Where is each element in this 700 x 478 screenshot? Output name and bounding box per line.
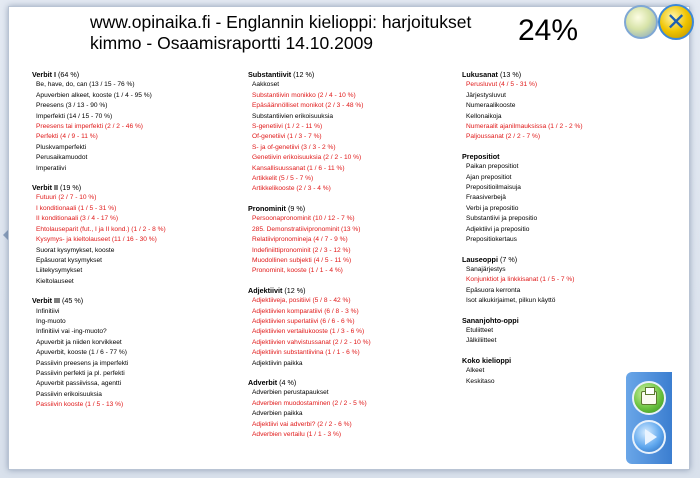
report-item[interactable]: S-genetiivi (1 / 2 - 11 %) bbox=[252, 123, 323, 131]
section-percent: (19 %) bbox=[59, 183, 82, 193]
report-item[interactable]: Liitekysymykset bbox=[36, 267, 83, 275]
report-section bbox=[248, 204, 458, 277]
next-button[interactable] bbox=[632, 420, 666, 454]
report-item[interactable]: 285. Demonstratiivipronominit (13 %) bbox=[252, 225, 361, 233]
report-section bbox=[462, 356, 642, 387]
report-item[interactable]: Apuverbit ja niiden korvikkeet bbox=[36, 338, 122, 346]
section-title-text: Sananjohto-oppi bbox=[462, 315, 519, 325]
section-title bbox=[462, 152, 642, 162]
section-title-text: Adverbit bbox=[248, 377, 278, 387]
report-item[interactable]: Apuverbit passiivissa, agentti bbox=[36, 380, 122, 388]
column-1 bbox=[32, 70, 242, 420]
section-title-text: Verbit II bbox=[32, 183, 58, 193]
report-item[interactable]: Jälkiliitteet bbox=[466, 337, 497, 345]
report-item[interactable]: Paikan prepositiot bbox=[466, 163, 519, 171]
report-item[interactable]: Adjektiivi ja prepositio bbox=[466, 225, 530, 233]
report-item[interactable]: Etuliitteet bbox=[466, 326, 494, 334]
report-item[interactable]: Passiivin preesens ja imperfekti bbox=[36, 359, 129, 367]
report-section bbox=[248, 378, 458, 440]
report-item[interactable]: Substantiivi ja prepositio bbox=[466, 215, 538, 223]
report-item[interactable]: S- ja of-genetiivi (3 / 3 - 2 %) bbox=[252, 143, 336, 151]
report-item[interactable]: Kysymys- ja kieltolauseet (11 / 16 - 30 %) bbox=[36, 236, 157, 244]
report-item[interactable]: Perfekti (4 / 9 - 11 %) bbox=[36, 133, 98, 141]
report-item[interactable]: Epäsuora kerronta bbox=[466, 286, 521, 294]
section-title-text: Koko kielioppi bbox=[462, 355, 512, 365]
report-subtitle: kimmo - Osaamisraportti 14.10.2009 bbox=[90, 33, 374, 53]
skills-report bbox=[32, 70, 632, 460]
report-item[interactable]: Epäsuorat kysymykset bbox=[36, 256, 102, 264]
report-section bbox=[462, 70, 642, 143]
tray-icon[interactable] bbox=[624, 5, 658, 39]
report-item[interactable]: Numeraalikooste bbox=[466, 102, 516, 110]
report-item[interactable]: Relatiivipronomineja (4 / 7 - 9 %) bbox=[252, 236, 348, 244]
report-item[interactable]: Adjektiivien vahvistussanat (2 / 2 - 10 %) bbox=[252, 338, 371, 346]
section-percent: (13 %) bbox=[499, 70, 522, 79]
report-item[interactable]: Infinitiivi vai -ing-muoto? bbox=[36, 328, 107, 336]
report-item[interactable]: Imperatiivi bbox=[36, 164, 67, 172]
report-item[interactable]: Adverbien muodostaminen (2 / 2 - 5 %) bbox=[252, 399, 367, 407]
report-item[interactable]: Fraasiverbejä bbox=[466, 194, 506, 202]
site-title: www.opinaika.fi - Englannin kielioppi: harjoitukset bbox=[90, 12, 472, 32]
report-item[interactable]: Be, have, do, can (13 / 15 - 76 %) bbox=[36, 81, 135, 89]
report-item[interactable]: Imperfekti (14 / 15 - 70 %) bbox=[36, 112, 113, 120]
report-item[interactable]: Artikkelit (5 / 5 - 7 %) bbox=[252, 175, 314, 183]
section-title bbox=[248, 378, 458, 388]
report-section bbox=[32, 183, 242, 287]
report-item[interactable]: I konditionaali (1 / 5 - 31 %) bbox=[36, 204, 117, 212]
report-item[interactable]: Adverbien paikka bbox=[252, 410, 303, 418]
report-item[interactable]: Preesens tai imperfekti (2 / 2 - 46 %) bbox=[36, 123, 144, 131]
section-title bbox=[462, 356, 642, 366]
report-item[interactable]: Suorat kysymykset, kooste bbox=[36, 246, 115, 254]
report-section bbox=[248, 70, 458, 195]
report-item[interactable]: Numeraalit ajanilmauksissa (1 / 2 - 2 %) bbox=[466, 123, 583, 131]
report-item[interactable]: Pronominit, kooste (1 / 1 - 4 %) bbox=[252, 267, 343, 275]
report-item[interactable]: Epäsäännölliset monikot (2 / 3 - 48 %) bbox=[252, 102, 364, 110]
report-item[interactable]: Kansallisuussanat (1 / 6 - 11 %) bbox=[252, 164, 345, 172]
close-icon[interactable] bbox=[658, 4, 694, 40]
report-item[interactable]: Muodollinen subjekti (4 / 5 - 11 %) bbox=[252, 256, 352, 264]
section-title-text: Substantiivit bbox=[248, 70, 292, 79]
report-item[interactable]: Adjektiivien vertailukooste (1 / 3 - 6 %) bbox=[252, 328, 365, 336]
section-title-text: Prepositiot bbox=[462, 151, 500, 161]
print-icon bbox=[641, 391, 657, 405]
section-percent: (12 %) bbox=[284, 285, 306, 295]
report-item[interactable]: Passiivin erikoisuuksia bbox=[36, 390, 102, 398]
section-percent: (12 %) bbox=[293, 70, 315, 79]
report-item[interactable]: Prepositioilmaisuja bbox=[466, 184, 521, 192]
report-item[interactable]: Aakkoset bbox=[252, 81, 280, 89]
report-item[interactable]: Ehtolauseparit (fut., I ja II kond.) (1 / 2 - 8 %) bbox=[36, 225, 166, 233]
report-item[interactable]: Substantiivin monikko (2 / 4 - 10 %) bbox=[252, 91, 356, 99]
close-glyph: ✕ bbox=[665, 8, 687, 36]
report-item[interactable]: Apuverbit, kooste (1 / 6 - 77 %) bbox=[36, 349, 127, 357]
report-item[interactable]: Indefiniittipronominit (2 / 3 - 12 %) bbox=[252, 246, 351, 254]
report-item[interactable]: Of-genetiivi (1 / 3 - 7 %) bbox=[252, 133, 322, 141]
print-button[interactable] bbox=[632, 381, 666, 415]
section-title bbox=[462, 316, 642, 326]
section-title-text: Lukusanat bbox=[462, 70, 498, 79]
report-item[interactable]: Artikkelikooste (2 / 3 - 4 %) bbox=[252, 185, 331, 193]
next-arrow-icon bbox=[645, 429, 657, 445]
report-item[interactable]: II konditionaali (3 / 4 - 17 %) bbox=[36, 215, 119, 223]
section-title bbox=[248, 204, 458, 214]
section-title bbox=[32, 296, 242, 306]
report-item[interactable]: Ajan prepositiot bbox=[466, 173, 512, 181]
report-item[interactable]: Genetiivin erikoisuuksia (2 / 2 - 10 %) bbox=[252, 154, 362, 162]
report-item[interactable]: Perusluvut (4 / 5 - 31 %) bbox=[466, 81, 538, 89]
report-item[interactable]: Adjektiivi vai adverbi? (2 / 2 - 6 %) bbox=[252, 420, 352, 428]
section-title bbox=[462, 70, 642, 80]
report-item[interactable]: Järjestysluvut bbox=[466, 91, 506, 99]
report-item[interactable]: Isot alkukirjaimet, pilkun käyttö bbox=[466, 297, 556, 305]
report-item[interactable]: Adverbien perustapaukset bbox=[252, 389, 329, 397]
report-item[interactable]: Konjunktiot ja linkkisanat (1 / 5 - 7 %) bbox=[466, 276, 575, 284]
section-title bbox=[32, 183, 242, 193]
section-percent: (4 %) bbox=[279, 377, 297, 387]
report-item[interactable]: Adjektiivien superlatiivi (6 / 6 - 6 %) bbox=[252, 317, 355, 325]
report-section bbox=[32, 70, 242, 174]
section-title bbox=[248, 286, 458, 296]
section-title-text: Adjektiivit bbox=[248, 285, 283, 295]
report-item[interactable]: Verbi ja prepositio bbox=[466, 204, 519, 212]
section-percent: (7 %) bbox=[499, 254, 518, 264]
report-item[interactable]: Sanajärjestys bbox=[466, 265, 506, 273]
overall-percent: 24% bbox=[518, 14, 579, 47]
report-item[interactable]: Adjektiivien komparatiivi (6 / 8 - 3 %) bbox=[252, 307, 359, 315]
report-section bbox=[32, 296, 242, 410]
report-section bbox=[462, 316, 642, 347]
report-item[interactable]: Adjektiivin substantiivina (1 / 1 - 6 %) bbox=[252, 349, 360, 357]
report-item[interactable]: Apuverbien alkeet, kooste (1 / 4 - 95 %) bbox=[36, 91, 152, 99]
section-title-text: Verbit III bbox=[32, 296, 60, 306]
section-title bbox=[248, 70, 458, 80]
report-item[interactable]: Kellonaikoja bbox=[466, 112, 502, 120]
report-item[interactable]: Passiivin kooste (1 / 5 - 13 %) bbox=[36, 401, 124, 409]
report-header bbox=[90, 12, 510, 54]
report-item[interactable]: Prepositiokertaus bbox=[466, 236, 517, 244]
report-item[interactable]: Keskitaso bbox=[466, 377, 495, 385]
report-item[interactable]: Futuuri (2 / 7 - 10 %) bbox=[36, 194, 97, 202]
report-section bbox=[462, 152, 642, 246]
report-item[interactable]: Perusaikamuodot bbox=[36, 154, 88, 162]
section-percent: (9 %) bbox=[287, 203, 306, 213]
report-item[interactable]: Adjektiivin paikka bbox=[252, 359, 303, 367]
column-3 bbox=[462, 70, 642, 396]
report-item[interactable]: Ing-muoto bbox=[36, 317, 66, 325]
section-title bbox=[462, 255, 642, 265]
report-item[interactable]: Preesens (3 / 13 - 90 %) bbox=[36, 102, 108, 110]
report-item[interactable]: Substantiivien erikoisuuksia bbox=[252, 112, 333, 120]
report-item[interactable]: Adjektiiveja, positiivi (5 / 8 - 42 %) bbox=[252, 297, 351, 305]
report-section bbox=[248, 286, 458, 369]
report-item[interactable]: Passiivin perfekti ja pl. perfekti bbox=[36, 369, 125, 377]
section-percent: (45 %) bbox=[61, 296, 84, 306]
report-item[interactable]: Pluskvamperfekti bbox=[36, 143, 87, 151]
report-item[interactable]: Paljoussanat (2 / 2 - 7 %) bbox=[466, 133, 541, 141]
section-title-text: Lauseoppi bbox=[462, 254, 498, 264]
section-title-text: Verbit I bbox=[32, 70, 56, 79]
column-2 bbox=[248, 70, 458, 449]
report-item[interactable]: Persoonapronominit (10 / 12 - 7 %) bbox=[252, 215, 355, 223]
section-title bbox=[32, 70, 242, 80]
report-item[interactable]: Infinitiivi bbox=[36, 307, 60, 315]
report-item[interactable]: Adverbien vertailu (1 / 1 - 3 %) bbox=[252, 431, 342, 438]
report-item[interactable]: Kieltolauseet bbox=[36, 277, 74, 285]
report-item[interactable]: Alkeet bbox=[466, 367, 485, 375]
section-title-text: Pronominit bbox=[248, 203, 286, 213]
report-section bbox=[462, 255, 642, 307]
section-percent: (64 %) bbox=[57, 70, 80, 79]
